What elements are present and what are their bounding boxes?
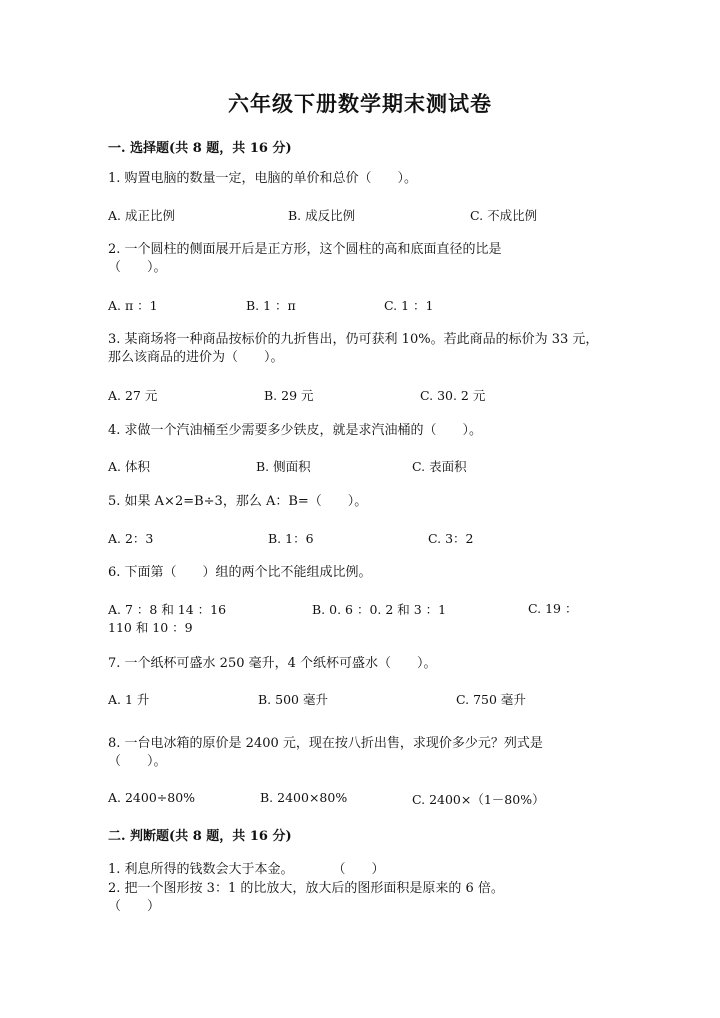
q8-option-b: B. 2400×80% bbox=[260, 790, 348, 805]
q3-option-a: A. 27 元 bbox=[108, 388, 158, 403]
section-heading-multiple-choice: 一. 选择题(共 8 题，共 16 分) bbox=[108, 141, 292, 156]
q4-option-a: A. 体积 bbox=[108, 459, 150, 474]
question-4: 4. 求做一个汽油桶至少需要多少铁皮，就是求汽油桶的（ ）。 bbox=[108, 423, 483, 438]
q8-option-c: C. 2400×（1－80%） bbox=[412, 792, 545, 807]
q1-option-b: B. 成反比例 bbox=[288, 208, 356, 223]
question-1: 1. 购置电脑的数量一定，电脑的单价和总价（ ）。 bbox=[108, 171, 418, 186]
q7-option-c: C. 750 毫升 bbox=[456, 692, 526, 707]
question-2: 2. 一个圆柱的侧面展开后是正方形，这个圆柱的高和底面直径的比是（ ）。 bbox=[108, 242, 502, 275]
q3-option-c: C. 30. 2 元 bbox=[420, 388, 486, 403]
q6-option-c: C. 19 ：110 和 10 ：9 bbox=[108, 601, 578, 635]
q5-option-c: C. 3：2 bbox=[428, 531, 474, 546]
q5-option-a: A. 2：3 bbox=[108, 531, 154, 546]
q7-option-a: A. 1 升 bbox=[108, 692, 150, 707]
tf-question-1: 1. 利息所得的钱数会大于本金。 （ ） bbox=[108, 862, 385, 877]
section-heading-true-false: 二. 判断题(共 8 题，共 16 分) bbox=[108, 829, 292, 844]
q2-option-a: A. π ：1 bbox=[108, 298, 158, 313]
q3-option-b: B. 29 元 bbox=[264, 388, 314, 403]
question-7: 7. 一个纸杯可盛水 250 毫升，4 个纸杯可盛水（ ）。 bbox=[108, 656, 437, 671]
question-5: 5. 如果 A×2=B÷3，那么 A：B=（ ）。 bbox=[108, 494, 368, 509]
q7-option-b: B. 500 毫升 bbox=[258, 692, 328, 707]
q5-option-b: B. 1：6 bbox=[268, 531, 314, 546]
q8-option-a: A. 2400÷80% bbox=[108, 790, 196, 805]
q1-option-c: C. 不成比例 bbox=[470, 208, 538, 223]
q2-option-b: B. 1 ：π bbox=[246, 298, 296, 313]
question-8: 8. 一台电冰箱的原价是 2400 元，现在按八折出售，求现价多少元？列式是（ ）。 bbox=[108, 736, 543, 769]
q6-option-b: B. 0. 6 ：0. 2 和 3 ：1 bbox=[312, 602, 447, 617]
q2-option-c: C. 1 ：1 bbox=[384, 298, 434, 313]
q6-option-a: A. 7 ：8 和 14 ：16 bbox=[108, 602, 227, 617]
question-6: 6. 下面第（ ）组的两个比不能组成比例。 bbox=[108, 565, 372, 580]
tf-question-2: 2. 把一个图形按 3：1 的比放大，放大后的图形面积是原来的 6 倍。（ ） bbox=[108, 881, 504, 914]
page-title: 六年级下册数学期末测试卷 bbox=[228, 91, 492, 116]
q4-option-c: C. 表面积 bbox=[412, 459, 467, 474]
q4-option-b: B. 侧面积 bbox=[256, 459, 311, 474]
q1-option-a: A. 成正比例 bbox=[108, 208, 175, 223]
question-3: 3. 某商场将一种商品按标价的九折售出，仍可获利 10%。若此商品的标价为 33 元，那么该商品的进价为（ ）。 bbox=[108, 332, 599, 365]
